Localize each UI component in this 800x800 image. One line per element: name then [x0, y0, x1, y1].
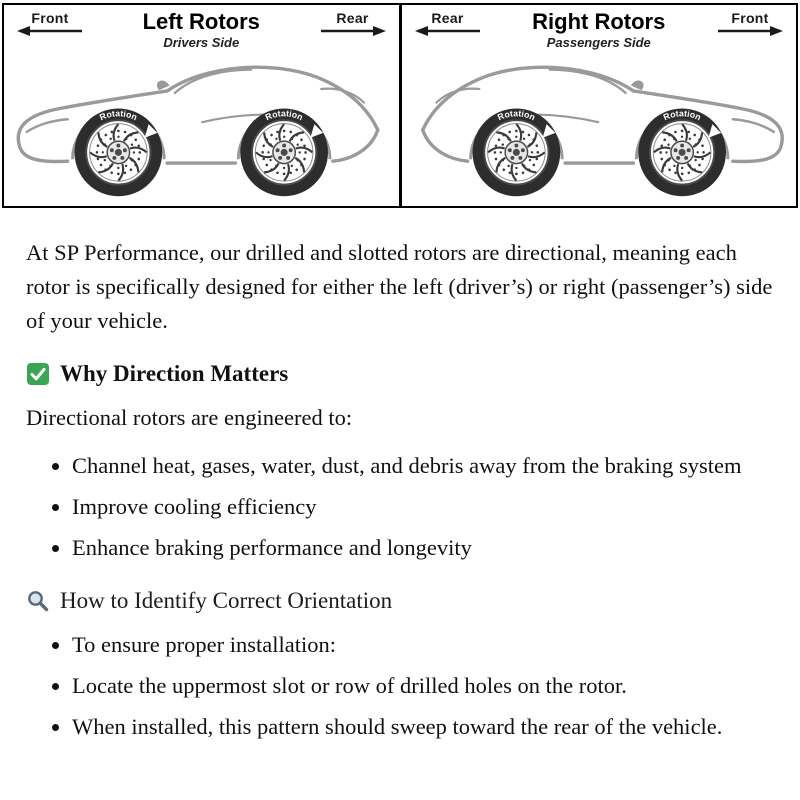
identify-bullet-list [26, 628, 774, 743]
why-heading-text: Why Direction Matters [60, 361, 289, 387]
left-pointing-arrow-icon [16, 26, 84, 36]
list-item: • When installed, this pattern should sweep toward the rear of the vehicle. [72, 710, 774, 744]
front-direction-label [14, 10, 86, 36]
why-bullet-list [26, 449, 774, 564]
magnifying-glass-icon [26, 589, 50, 613]
left-rotors-panel [4, 5, 402, 206]
front-direction-label [714, 10, 786, 36]
left-panel-subtitle: Drivers Side [163, 35, 240, 51]
intro-paragraph: At SP Performance, our drilled and slotted rotors are directional, meaning each rotor is specifically designed for either the left (driver’s) or right (passenger’s) side of your vehicle. [26, 240, 773, 333]
rear-direction-label [317, 10, 389, 36]
right-pointing-arrow-icon [716, 26, 784, 36]
right-pointing-arrow-icon [319, 26, 387, 36]
right-panel-titles [484, 10, 715, 50]
right-panel-header [402, 5, 797, 50]
right-panel-title: Right Rotors [532, 9, 666, 34]
left-panel-titles [86, 10, 317, 50]
right-car-illustration [402, 50, 797, 206]
right-rotors-panel [402, 5, 797, 206]
list-item: • To ensure proper installation: [72, 628, 774, 662]
rear-label: Rear [336, 10, 369, 26]
why-lead: Directional rotors are engineered to: [26, 405, 353, 431]
rear-label: Rear [431, 10, 464, 26]
front-label: Front [31, 10, 69, 26]
why-direction-matters-heading [26, 361, 774, 387]
identify-orientation-heading [26, 588, 774, 614]
left-pointing-arrow-icon [414, 26, 482, 36]
list-item: • Improve cooling efficiency [72, 490, 774, 524]
left-panel-title: Left Rotors [142, 9, 260, 34]
check-mark-icon [26, 362, 50, 386]
left-car-illustration [4, 50, 399, 206]
rotor-orientation-diagram [2, 3, 798, 208]
rear-direction-label [412, 10, 484, 36]
right-panel-subtitle: Passengers Side [546, 35, 651, 51]
list-item: • Enhance braking performance and longevity [72, 531, 774, 565]
list-item: • Channel heat, gases, water, dust, and debris away from the braking system [72, 449, 774, 483]
identify-heading-text: How to Identify Correct Orientation [60, 588, 393, 614]
article [0, 214, 800, 744]
list-item: • Locate the uppermost slot or row of drilled holes on the rotor. [72, 669, 774, 703]
front-label: Front [731, 10, 769, 26]
left-panel-header [4, 5, 399, 50]
